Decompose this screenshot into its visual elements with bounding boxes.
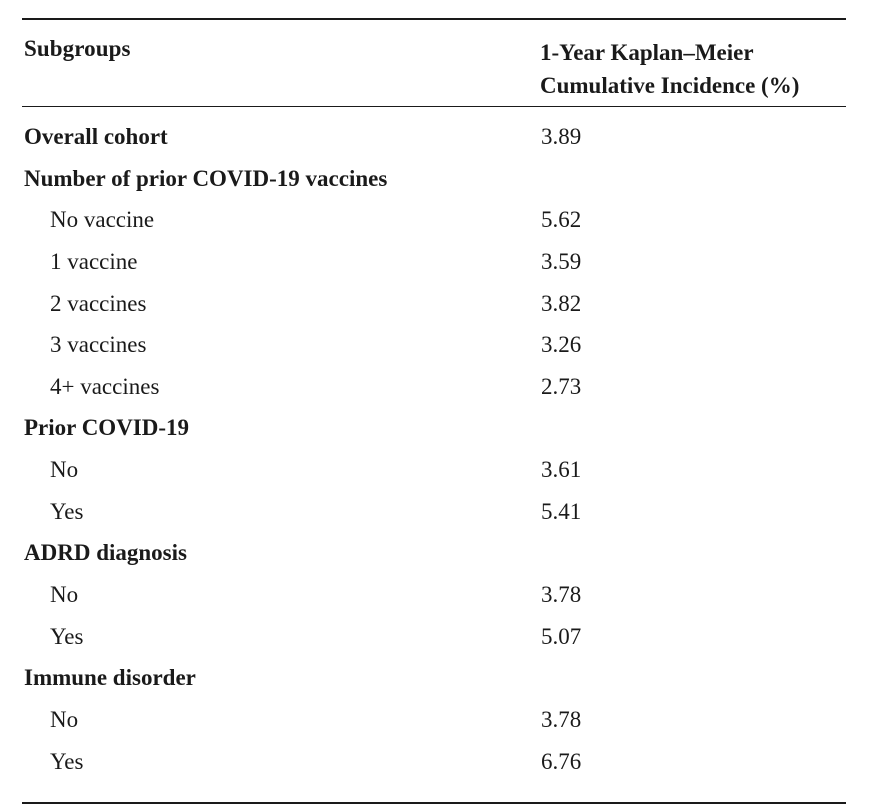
- table-group-row: [22, 122, 846, 164]
- row-label: 3 vaccines: [50, 332, 147, 358]
- header-incidence-line1: 1-Year Kaplan–Meier: [540, 40, 754, 65]
- row-value: 6.76: [541, 748, 582, 774]
- row-label: Overall cohort: [24, 124, 168, 149]
- row-label: No: [50, 582, 79, 608]
- row-value: 3.89: [541, 124, 582, 149]
- row-label: Yes: [50, 498, 84, 524]
- row-value: 5.07: [541, 623, 582, 649]
- row-label: Number of prior COVID-19 vaccines: [24, 165, 388, 191]
- table-row: [22, 747, 846, 789]
- table-row: [22, 622, 846, 664]
- row-label: Immune disorder: [24, 665, 196, 691]
- row-label: No: [50, 457, 79, 483]
- table-header: [22, 20, 846, 106]
- row-value: 3.78: [541, 706, 582, 732]
- row-label: ADRD diagnosis: [24, 540, 187, 566]
- table-group-row: [22, 663, 846, 705]
- incidence-table: [22, 18, 846, 804]
- table-group-row: [22, 164, 846, 206]
- table-group-row: [22, 413, 846, 455]
- table-row: [22, 705, 846, 747]
- row-value: 5.62: [541, 207, 582, 233]
- row-label: Prior COVID-19: [24, 415, 190, 441]
- row-label: No: [50, 706, 79, 732]
- table-body: [22, 107, 846, 802]
- table-row: [22, 497, 846, 539]
- table-row: [22, 330, 846, 372]
- row-value: 3.26: [541, 332, 582, 358]
- row-value: 3.59: [541, 248, 582, 274]
- row-value: 2.73: [541, 373, 582, 399]
- row-label: 1 vaccine: [50, 248, 138, 274]
- header-incidence: [540, 36, 799, 102]
- table-row: [22, 580, 846, 622]
- row-value: 3.82: [541, 290, 582, 316]
- row-label: Yes: [50, 623, 84, 649]
- row-value: 3.78: [541, 582, 582, 608]
- header-subgroups: Subgroups: [24, 36, 131, 61]
- row-label: 2 vaccines: [50, 290, 147, 316]
- table-row: [22, 372, 846, 414]
- row-label: 4+ vaccines: [50, 373, 160, 399]
- row-label: Yes: [50, 748, 84, 774]
- header-incidence-line2: Cumulative Incidence (%): [540, 73, 800, 98]
- table-row: [22, 205, 846, 247]
- row-value: 5.41: [541, 498, 582, 524]
- row-value: 3.61: [541, 457, 582, 483]
- table-row: [22, 289, 846, 331]
- row-label: No vaccine: [50, 207, 155, 233]
- table-row: [22, 455, 846, 497]
- table-group-row: [22, 538, 846, 580]
- table-row: [22, 247, 846, 289]
